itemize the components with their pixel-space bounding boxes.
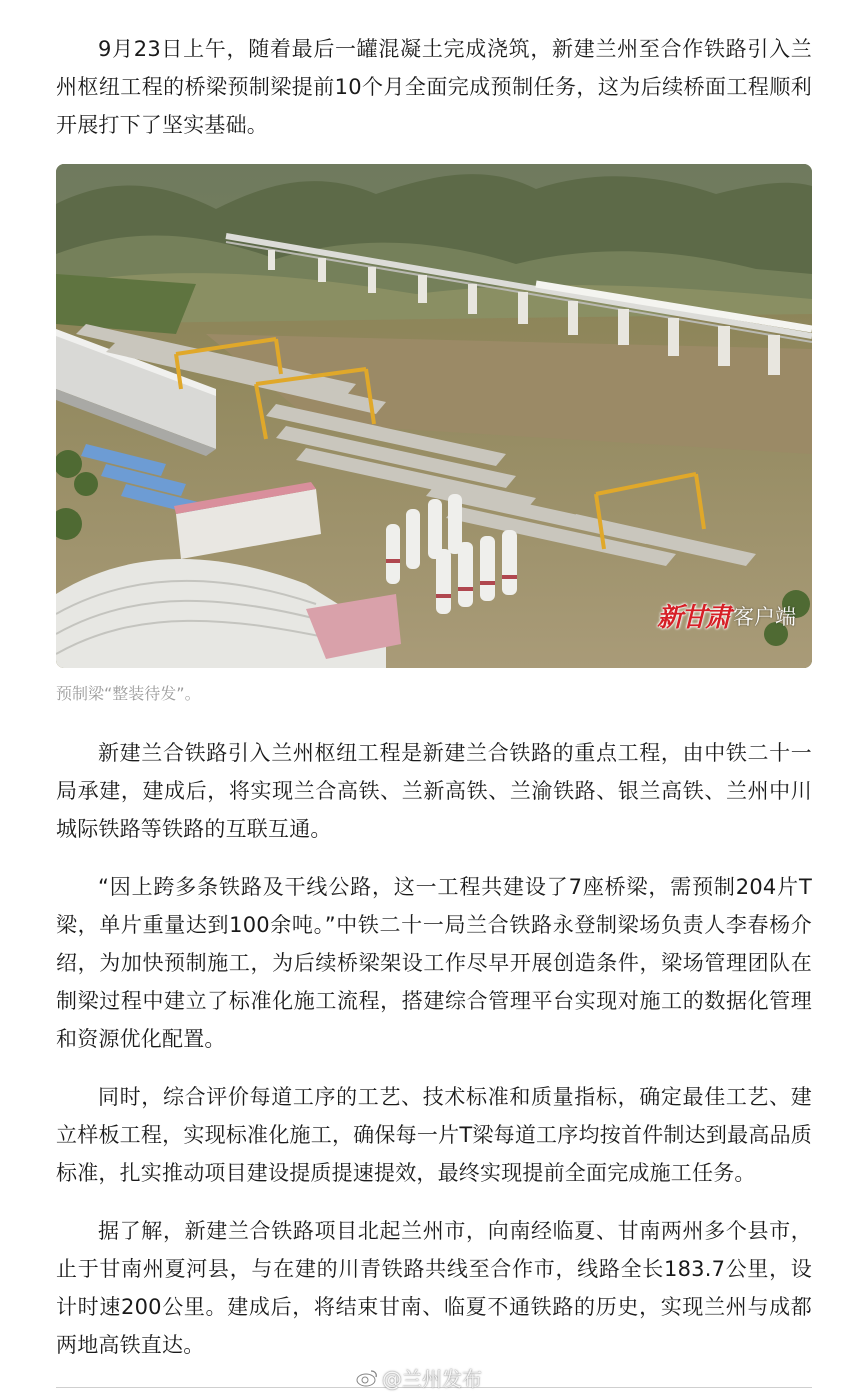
photo-caption: 预制梁“整装待发”。 bbox=[56, 684, 201, 703]
article-paragraph-2: 新建兰合铁路引入兰州枢纽工程是新建兰合铁路的重点工程，由中铁二十一局承建，建成后，将实现兰合高铁、兰新高铁、兰渝铁路、银兰高铁、兰州中川城际铁路等铁路的互联互通。 bbox=[56, 741, 812, 841]
xingansu-client-watermark bbox=[657, 597, 796, 634]
weibo-watermark bbox=[356, 1363, 482, 1392]
article-photo bbox=[56, 164, 812, 668]
article-paragraph-3: “因上跨多条铁路及干线公路，这一工程共建设了7座桥梁，需预制204片T梁，单片重量达到100余吨。”中铁二十一局兰合铁路永登制梁场负责人李春杨介绍，为加快预制施工，为后续桥梁架设工作尽早开展创造条件，梁场管理团队在制梁过程中建立了标准化施工流程，搭建综合管理平台实现对施工的数据化管理和资源优化配置。 bbox=[56, 875, 812, 1051]
weibo-watermark-text: @兰州发布 bbox=[382, 1367, 482, 1391]
article-paragraph-4: 同时，综合评价每道工序的工艺、技术标准和质量指标，确定最佳工艺、建立样板工程，实现标准化施工，确保每一片T梁每道工序均按首件制达到最高品质标准，扎实推动项目建设提质提速提效，最终实现提前全面完成施工任务。 bbox=[56, 1085, 812, 1185]
watermark-client-text: 客户端 bbox=[733, 604, 796, 629]
article-body bbox=[56, 30, 812, 1364]
watermark-brand-text: 新甘肃 bbox=[656, 603, 729, 633]
weibo-icon bbox=[356, 1369, 378, 1387]
article-paragraph-5: 据了解，新建兰合铁路项目北起兰州市，向南经临夏、甘南两州多个县市，止于甘南州夏河县，与在建的川青铁路共线至合作市，线路全长183.7公里，设计时速200公里。建成后，将结束甘南、临夏不通铁路的历史，实现兰州与成都两地高铁直达。 bbox=[56, 1219, 812, 1357]
article-paragraph-1: 9月23日上午，随着最后一罐混凝土完成浇筑，新建兰州至合作铁路引入兰州枢纽工程的桥梁预制梁提前10个月全面完成预制任务，这为后续桥面工程顺利开展打下了坚实基础。 bbox=[56, 37, 812, 137]
precast-beam-yard-aerial-image bbox=[56, 164, 812, 668]
